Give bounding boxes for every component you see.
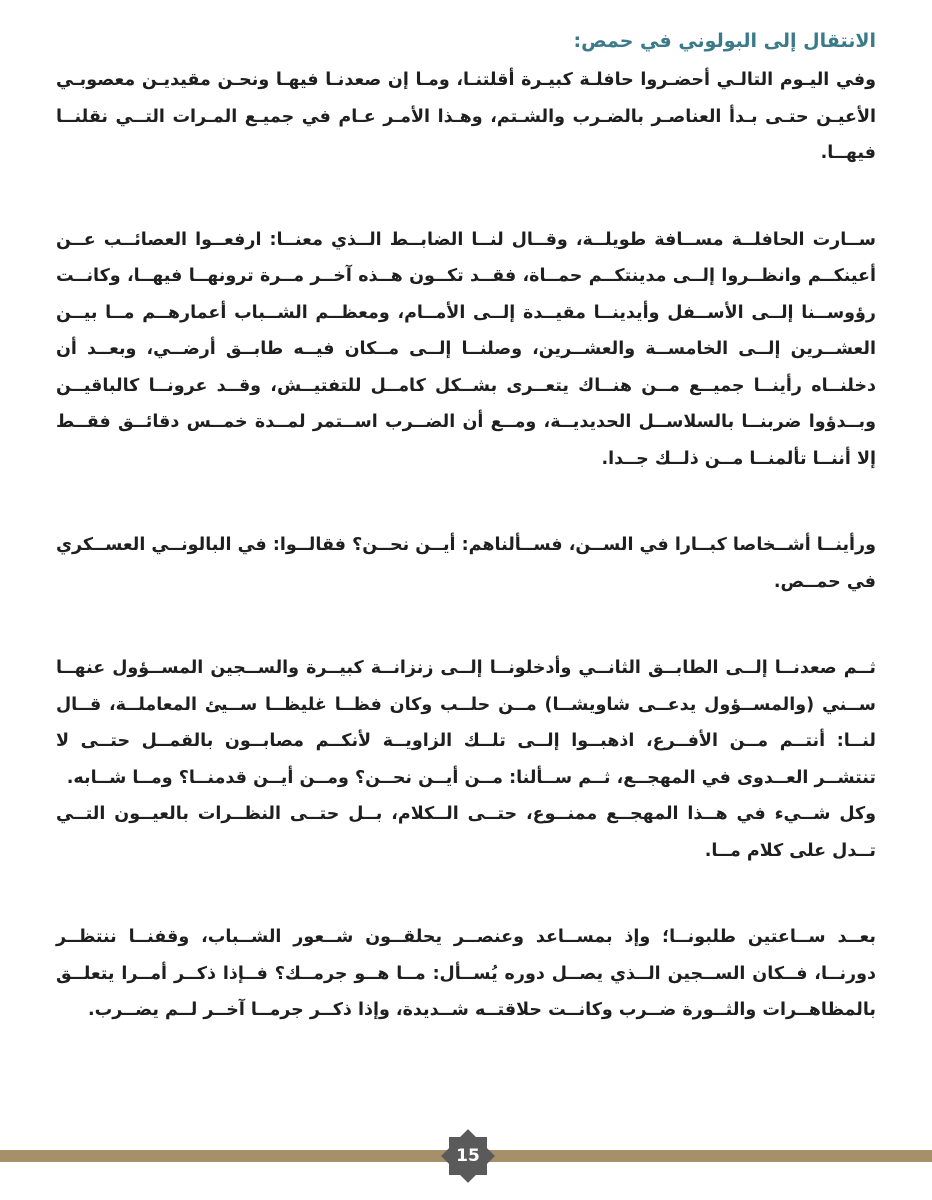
paragraph-old-men: ورأينــا أشــخاصا كبــارا في الســن، فســألناهم: أيــن نحــن؟ فقالــوا: في البالونــي العســكري في حمــص. — [56, 535, 876, 592]
paragraph-bus-journey: ســارت الحافلــة مســافة طويلــة، وقــال لنــا الضابــط الــذي معنــا: ارفعــوا العصائــب عــن أعينكــم وانظــروا إلــى مدينتكــم حمــاة، فقــد تكــون هــذه آخــر مــرة ترونهــا فيهــا، وكانــت رؤوســنا إلــى الأســفل وأيدينــا مقيــدة إلــى الأمــام، ومعظــم الشــباب أعمارهــم مــا بيــن العشــرين إلــى الخامســة والعشــرين، وصلنــا إلــى مــكان فيــه طابــق أرضــي، وبعــد أن دخلنــاه رأينــا جميــع مــن هنــاك يتعــرى بشــكل كامــل للتفتيــش، وقــد عرونــا كالباقيــن وبــدؤوا ضربنــا بالسلاســل الحديديــة، ومــع أن الضــرب اســتمر لمــدة خمــس دقائــق فقــط إلا أننــا تألمنــا مــن ذلــك جــدا. — [56, 229, 876, 469]
section-heading: الانتقال إلى البولوني في حمص: — [573, 30, 876, 52]
paragraph-transport: وفي اليـوم التالـي أحضـروا حافلـة كبيـرة أقلتنـا، ومـا إن صعدنـا فيهـا ونحـن مقيديـن معصوبـي الأعيـن حتـى بـدأ العناصـر بالضـرب والشـتم، وهـذا الأمـر عـام في جميـع المـرات التــي نقلنــا فيهــا. — [56, 70, 876, 163]
paragraph-forbidden: وكل شــيء في هــذا المهجــع ممنــوع، حتــى الــكلام، بــل حتــى النظــرات بالعيــون التــي تــدل على كلام مــا. — [56, 804, 876, 861]
paragraph-second-floor: ثــم صعدنــا إلــى الطابــق الثانــي وأدخلونــا إلــى زنزانــة كبيــرة والســجين المســؤول عنهــا ســني (والمســؤول يدعــى شاويشــا) مــن حلــب وكان فظــا غليظــا ســيئ المعاملــة، قــال لنــا: أنتــم مــن الأفــرع، اذهبــوا إلــى تلــك الزاويــة لأنكــم مصابــون بالقمــل حتــى لا تنتشــر العــدوى في المهجــع، ثــم ســألنا: مــن أيــن نحــن؟ ومــن أيــن قدمنــا؟ ومــا شــابه. — [56, 658, 876, 788]
body-text — [56, 62, 876, 1079]
paragraph-shaving: بعــد ســاعتين طلبونــا؛ وإذ بمســاعد وعنصــر يحلقــون شــعور الشــباب، وقفنــا ننتظــر دورنــا، فــكان الســجين الــذي يصــل دوره يُســأل: مــا هــو جرمــك؟ فــإذا ذكــر أمــرا يتعلــق بالمظاهــرات والثــورة ضــرب وكانــت حلاقتــه شــديدة، وإذا ذكــر جرمــا آخــر لــم يضــرب. — [56, 927, 876, 1020]
page-number: 15 — [456, 1146, 480, 1166]
page-number-badge — [440, 1128, 496, 1184]
